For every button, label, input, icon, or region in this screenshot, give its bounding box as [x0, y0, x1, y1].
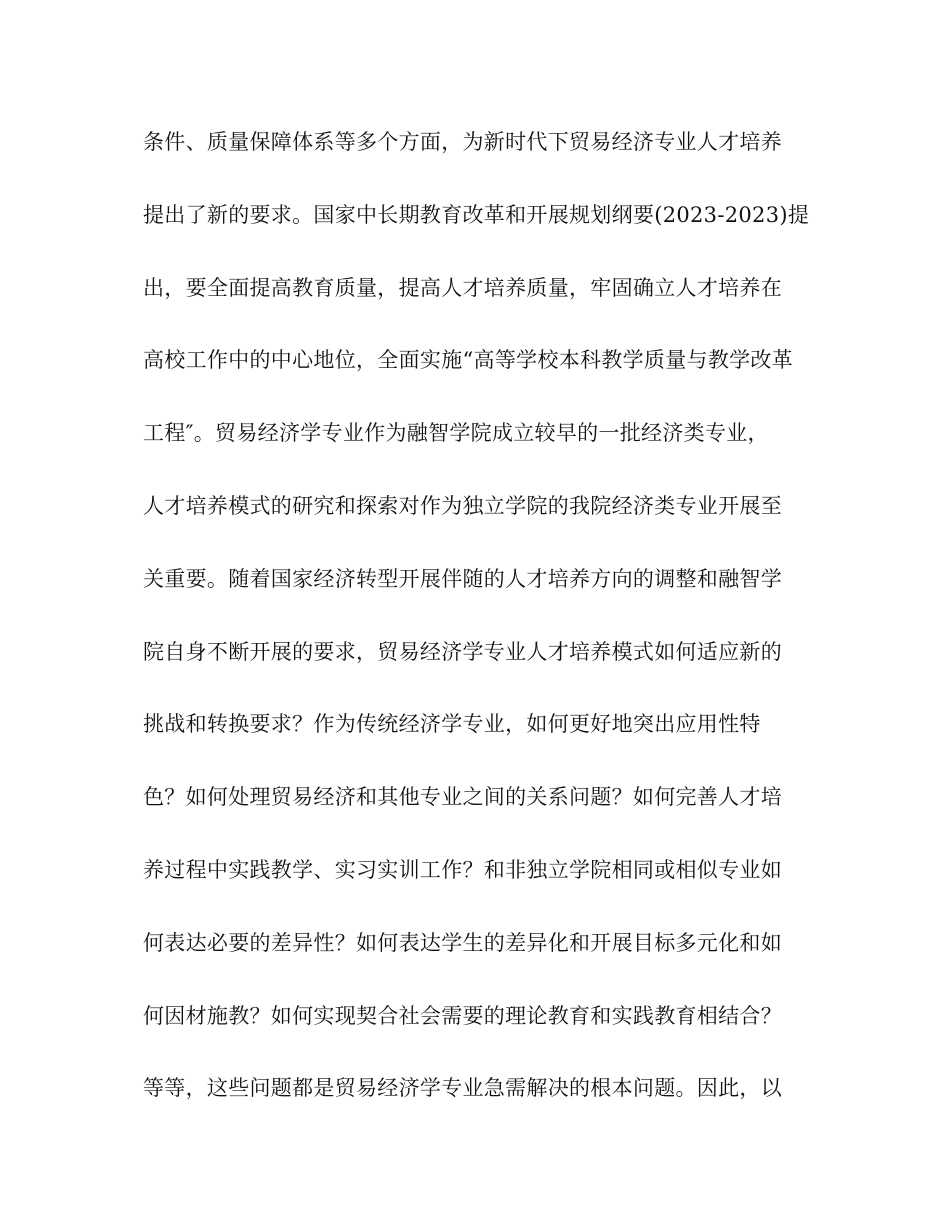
text-line: 条件、质量保障体系等多个方面，为新时代下贸易经济专业人才培养 [143, 130, 782, 154]
text-line: 人才培养模式的研究和探索对作为独立学院的我院经济类专业开展至 [143, 493, 782, 518]
text-line: 挑战和转换要求？作为传统经济学专业，如何更好地突出应用性特 [143, 712, 761, 737]
text-line: 何因材施教？如何实现契合社会需要的理论教育和实践教育相结合？ [143, 1003, 782, 1028]
text-line: 提出了新的要求。国家中长期教育改革和开展规划纲要(2023-2023)提 [143, 202, 810, 227]
text-line: 出，要全面提高教育质量，提高人才培养质量，牢固确立人才培养在 [143, 275, 782, 300]
text-line: 色？如何处理贸易经济和其他专业之间的关系问题？如何完善人才培 [143, 785, 782, 810]
text-line: 关重要。随着国家经济转型开展伴随的人才培养方向的调整和融智学 [143, 566, 782, 591]
text-line: 院自身不断开展的要求，贸易经济学专业人才培养模式如何适应新的 [143, 639, 782, 664]
body-text [143, 122, 813, 1141]
text-line: 等等，这些问题都是贸易经济学专业急需解决的根本问题。因此，以 [143, 1076, 782, 1101]
text-line: 何表达必要的差异性？如何表达学生的差异化和开展目标多元化和如 [143, 930, 782, 955]
text-line: 养过程中实践教学、实习实训工作？和非独立学院相同或相似专业如 [143, 857, 782, 882]
text-line: 工程″。贸易经济学专业作为融智学院成立较早的一批经济类专业， [143, 421, 769, 446]
text-line: 高校工作中的中心地位，全面实施“高等学校本科教学质量与教学改革 [143, 348, 794, 373]
